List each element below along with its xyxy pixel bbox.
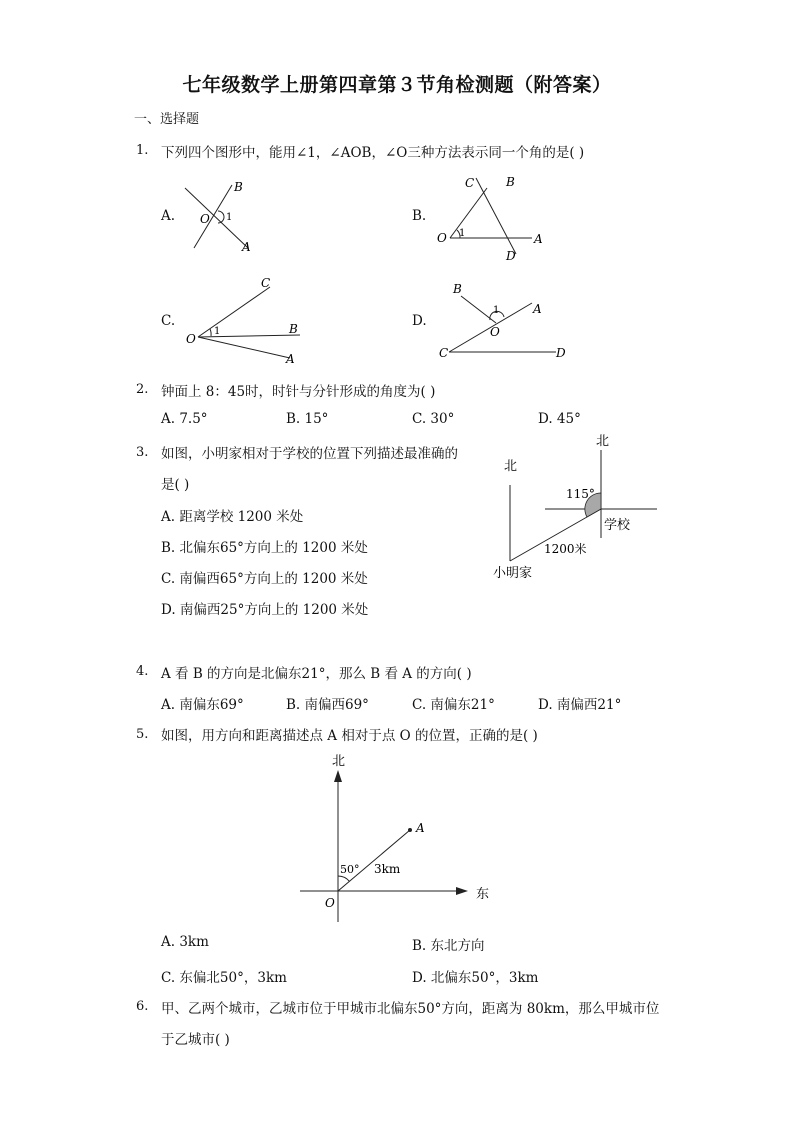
- q3-label-north-school: 北: [596, 434, 610, 449]
- question-4-number: 4.: [136, 664, 149, 679]
- q1-figure-b: [432, 172, 552, 264]
- question-4-option-c: C. 南偏东21°: [412, 697, 495, 713]
- section-heading: 一、选择题: [134, 112, 200, 127]
- question-5-number: 5.: [136, 727, 149, 742]
- q1d-label-b: B: [453, 282, 462, 296]
- question-3-option-d: D. 南偏西25°方向上的 1200 米处: [161, 602, 369, 618]
- q1-figure-d: [434, 278, 574, 364]
- question-4-option-a: A. 南偏东69°: [161, 697, 244, 713]
- q3-label-distance: 1200米: [544, 542, 587, 556]
- question-1-option-a: A.: [161, 208, 176, 224]
- q1d-label-1: 1: [493, 305, 500, 316]
- q1b-label-o: O: [437, 231, 447, 245]
- q1c-label-a: A: [286, 352, 295, 366]
- q1b-label-1: 1: [459, 228, 466, 239]
- question-6-text-line1: 甲、乙两个城市，乙城市位于甲城市北偏东50°方向，距离为 80km，那么甲城市位: [161, 1001, 660, 1017]
- q5-label-o: O: [325, 896, 335, 910]
- question-1-text: 下列四个图形中，能用∠1，∠AOB，∠O三种方法表示同一个角的是( ): [161, 145, 585, 161]
- q3-label-angle: 115°: [566, 487, 595, 501]
- q1d-label-d: D: [556, 346, 566, 360]
- q5-label-east: 东: [476, 887, 490, 902]
- question-3-option-a: A. 距离学校 1200 米处: [161, 509, 304, 525]
- question-6-number: 6.: [136, 999, 149, 1014]
- question-5-text: 如图，用方向和距离描述点 A 相对于点 O 的位置，正确的是( ): [161, 728, 538, 744]
- question-2-text: 钟面上 8：45时，时针与分针形成的角度为( ): [161, 384, 436, 400]
- q1a-label-o: O: [200, 212, 210, 226]
- question-5-option-c: C. 东偏北50°，3km: [161, 970, 287, 986]
- question-5-option-b: B. 东北方向: [412, 938, 485, 954]
- question-6-text-line2: 于乙城市( ): [161, 1032, 230, 1048]
- q1c-label-c: C: [261, 276, 271, 290]
- q1b-label-d: D: [506, 249, 516, 263]
- q1c-label-b: B: [289, 322, 298, 336]
- q1b-label-b: B: [506, 175, 515, 189]
- question-2-option-b: B. 15°: [286, 411, 329, 427]
- q3-label-north-home: 北: [504, 459, 518, 474]
- q1-figure-c: [182, 274, 307, 369]
- question-3-option-b: B. 北偏东65°方向上的 1200 米处: [161, 540, 368, 556]
- question-4-text: A 看 B 的方向是北偏东21°，那么 B 看 A 的方向( ): [161, 666, 472, 682]
- q1d-label-o: O: [490, 325, 500, 339]
- q1a-label-1: 1: [226, 212, 233, 223]
- q1a-label-a: A: [242, 240, 251, 254]
- question-1-option-c: C.: [161, 313, 176, 329]
- q1b-label-c: C: [465, 176, 475, 190]
- question-3-text-line2: 是( ): [161, 477, 190, 493]
- question-5-option-d: D. 北偏东50°，3km: [412, 970, 539, 986]
- page-title: 七年级数学上册第四章第３节角检测题（附答案）: [182, 74, 612, 96]
- q3-figure: [490, 430, 670, 585]
- q1d-label-c: C: [439, 346, 449, 360]
- q5-figure: [295, 748, 495, 926]
- q1b-label-a: A: [534, 232, 543, 246]
- q1a-label-b: B: [234, 180, 243, 194]
- q3-label-school: 学校: [604, 518, 631, 533]
- q5-label-angle: 50°: [340, 863, 360, 876]
- q1d-label-a: A: [533, 302, 542, 316]
- question-4-option-b: B. 南偏西69°: [286, 697, 369, 713]
- q5-label-north: 北: [332, 754, 346, 769]
- question-3-option-c: C. 南偏西65°方向上的 1200 米处: [161, 571, 368, 587]
- question-5-option-a: A. 3km: [161, 934, 209, 950]
- question-1-option-b: B.: [412, 208, 427, 224]
- question-1-option-d: D.: [412, 313, 427, 329]
- question-2-number: 2.: [136, 382, 149, 397]
- q1c-label-o: O: [186, 332, 196, 346]
- q3-label-home: 小明家: [493, 566, 533, 581]
- question-1-number: 1.: [136, 143, 149, 158]
- question-4-option-d: D. 南偏西21°: [538, 697, 622, 713]
- question-2-option-a: A. 7.5°: [161, 411, 208, 427]
- q1-figure-a: [180, 175, 260, 260]
- question-2-option-c: C. 30°: [412, 411, 455, 427]
- q5-label-distance: 3km: [374, 862, 401, 876]
- question-3-text-line1: 如图，小明家相对于学校的位置下列描述最准确的: [161, 446, 458, 462]
- question-3-number: 3.: [136, 445, 149, 460]
- q5-label-a: A: [416, 821, 425, 835]
- q1c-label-1: 1: [214, 326, 221, 337]
- question-2-option-d: D. 45°: [538, 411, 581, 427]
